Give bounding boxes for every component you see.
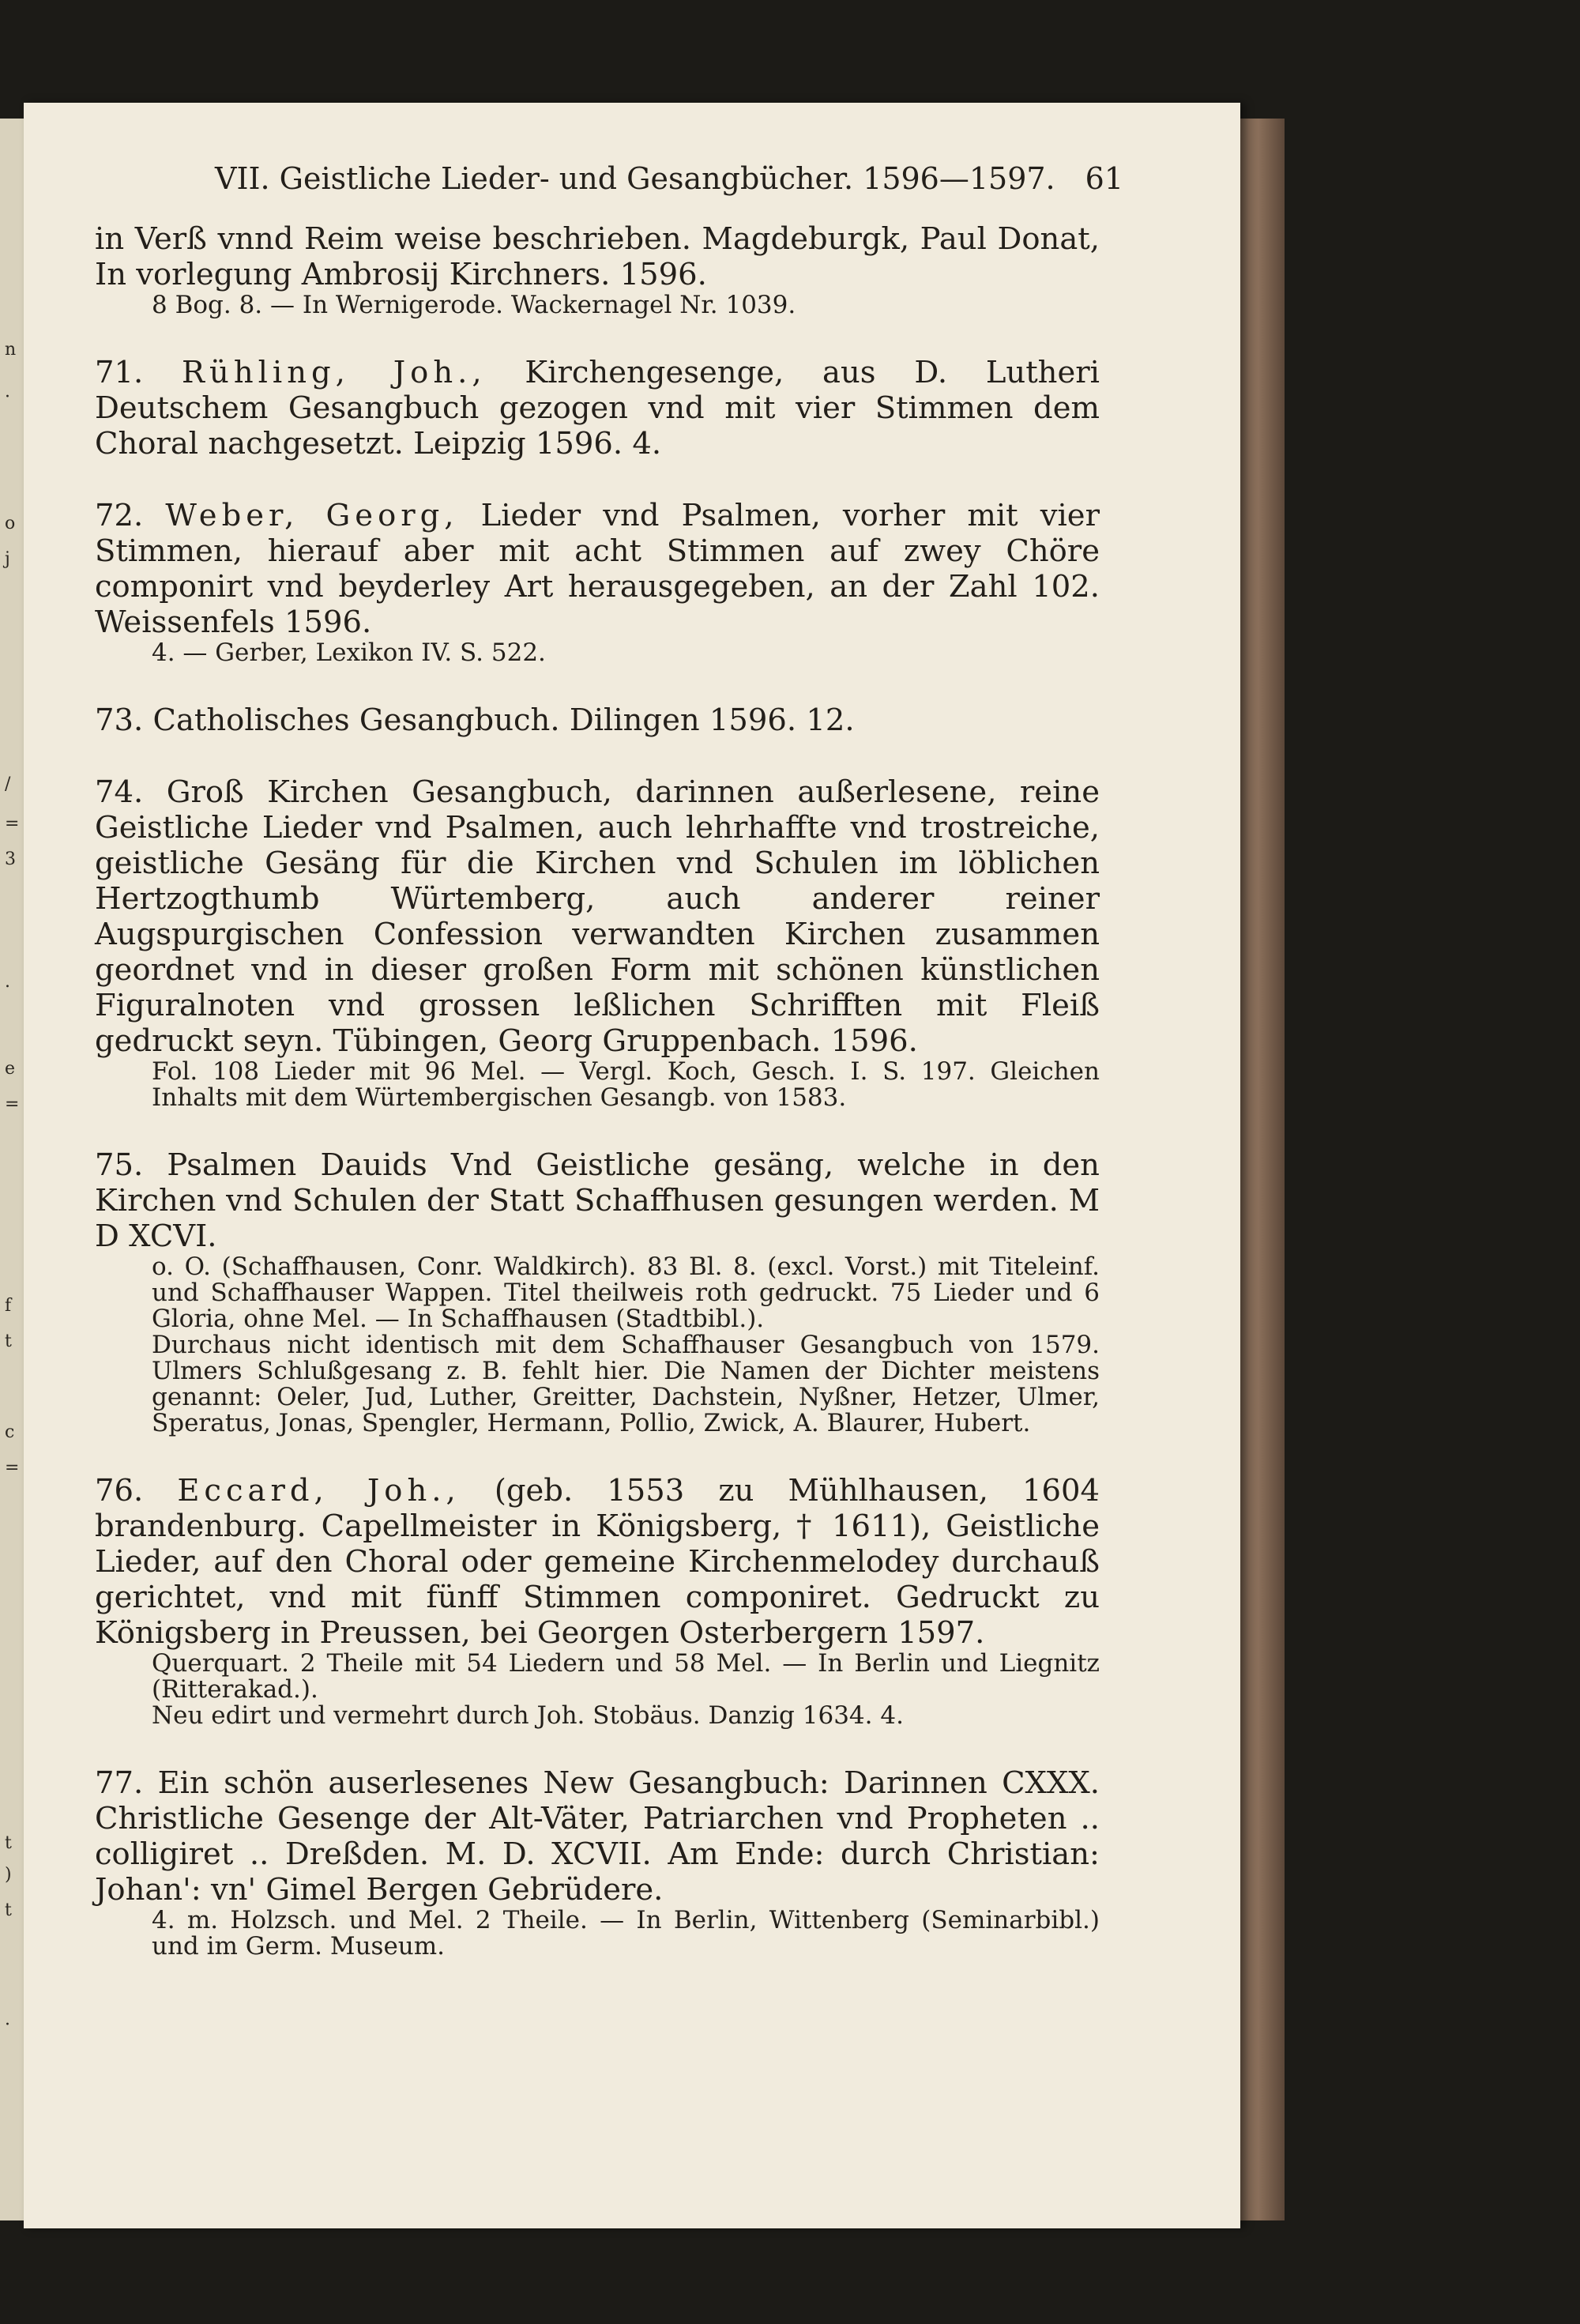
entry-body: (geb. 1553 zu Mühlhausen, 1604 brandenburg. Capellmeister in Königsberg, † 1611), Geistliche Lieder, auf den Choral oder gemeine Kirchenmelodey durchauß gerichtet, vnd mit fünff Stimmen componiret. Gedruckt zu Königsberg in Preussen, bei Georgen Osterbergern 1597. xyxy=(95,1473,1100,1651)
intro-continuation xyxy=(95,221,1100,318)
book-edge xyxy=(1237,119,1285,2220)
section-title: VII. Geistliche Lieder- und Gesangbücher. 1596—1597. xyxy=(215,161,1055,196)
entry-number: 74. xyxy=(95,774,144,810)
margin-mark: t xyxy=(5,1833,12,1853)
margin-mark: t xyxy=(5,1900,12,1920)
entry-text xyxy=(95,498,1100,640)
margin-mark: · xyxy=(5,387,10,407)
entry-author: Eccard, Joh., xyxy=(177,1473,461,1509)
entry-body: Psalmen Dauids Vnd Geistliche gesäng, welche in den Kirchen vnd Schulen der Statt Schaffhusen gesungen werden. M D XCVI. xyxy=(95,1147,1100,1254)
entry-text xyxy=(95,1147,1100,1254)
entry-74 xyxy=(95,774,1100,1111)
entry-number: 77. xyxy=(95,1765,144,1801)
margin-mark: t xyxy=(5,1331,12,1351)
entry-number: 75. xyxy=(95,1147,144,1183)
margin-mark: n xyxy=(5,340,17,360)
margin-mark: ) xyxy=(5,1865,12,1885)
entry-text xyxy=(95,774,1100,1059)
entry-number: 71. xyxy=(95,355,144,390)
margin-mark: f xyxy=(5,1296,12,1316)
margin-mark: 3 xyxy=(5,849,16,869)
entry-text xyxy=(95,702,1100,738)
running-header xyxy=(215,161,1123,196)
entry-number: 73. xyxy=(95,702,144,738)
entry-note: 4. m. Holzsch. und Mel. 2 Theile. — In Berlin, Wittenberg (Seminarbibl.) und im Germ. Museum. xyxy=(152,1906,1100,1961)
entry-72 xyxy=(95,498,1100,666)
margin-mark: c xyxy=(5,1422,15,1442)
entry-number: 72. xyxy=(95,498,144,533)
margin-mark: j xyxy=(5,549,10,569)
page-body xyxy=(95,221,1100,1960)
margin-mark: = xyxy=(5,1458,20,1478)
entry-76 xyxy=(95,1473,1100,1729)
page-number: 61 xyxy=(1085,161,1123,196)
entry-body: Groß Kirchen Gesangbuch, darinnen außerlesene, reine Geistliche Lieder vnd Psalmen, auch lehrhaffte vnd trostreiche, geistliche Gesäng für die Kirchen vnd Schulen im löblichen Hertzogthumb Würtemberg, auch anderer reiner Augspurgischen Confession verwandten Kirchen zusammen geordnet vnd in dieser großen Form mit schönen künstlichen Figuralnoten vnd grossen leßlichen Schrifften mit Fleiß gedruckt seyn. Tübingen, Georg Gruppenbach. 1596. xyxy=(95,774,1100,1059)
entry-body: Kirchengesenge, aus D. Lutheri Deutschem Gesangbuch gezogen vnd mit vier Stimmen dem Choral nachgesetzt. Leipzig 1596. 4. xyxy=(95,355,1100,461)
margin-mark: = xyxy=(5,814,20,834)
entry-75 xyxy=(95,1147,1100,1437)
margin-mark: . xyxy=(5,972,10,992)
entry-note: o. O. (Schaffhausen, Conr. Waldkirch). 83 Bl. 8. (excl. Vorst.) mit Titeleinf. und Schaffhauser Wappen. Titel theilweis roth gedruckt. 75 Lieder und 6 Gloria, ohne Mel. — In Schaffhausen (Stadtbibl.). xyxy=(152,1252,1100,1333)
entry-body: Catholisches Gesangbuch. Dilingen 1596. 12. xyxy=(152,702,855,738)
intro-text: in Verß vnnd Reim weise beschrieben. Magdeburgk, Paul Donat, In vorlegung Ambrosij Kirchners. 1596. xyxy=(95,221,1100,292)
margin-mark: e xyxy=(5,1059,16,1079)
entry-text xyxy=(95,1473,1100,1651)
entry-note: 4. — Gerber, Lexikon IV. S. 522. xyxy=(152,638,546,667)
entry-author: Weber, Georg, xyxy=(165,498,459,533)
entry-77 xyxy=(95,1765,1100,1960)
entry-note: Querquart. 2 Theile mit 54 Liedern und 58 Mel. — In Berlin und Liegnitz (Ritterakad.). xyxy=(152,1649,1100,1704)
entry-body: Lieder vnd Psalmen, vorher mit vier Stimmen, hierauf aber mit acht Stimmen auf zwey Chöre componirt vnd beyderley Art herausgegeben, an der Zahl 102. Weissenfels 1596. xyxy=(95,498,1100,640)
entry-note: Neu edirt und vermehrt durch Joh. Stobäus. Danzig 1634. 4. xyxy=(152,1701,904,1730)
entry-text xyxy=(95,1765,1100,1908)
entry-71 xyxy=(95,355,1100,461)
entry-number: 76. xyxy=(95,1473,144,1509)
entry-body: Ein schön auserlesenes New Gesangbuch: Darinnen CXXX. Christliche Gesenge der Alt-Väter, Patriarchen vnd Propheten .. colligiret .. Dreßden. M. D. XCVII. Am Ende: durch Christian: Johan': vn' Gimel Bergen Gebrüdere. xyxy=(95,1765,1100,1908)
margin-mark: o xyxy=(5,514,16,533)
margin-mark: = xyxy=(5,1094,20,1114)
margin-mark: / xyxy=(5,774,11,794)
entry-text xyxy=(95,355,1100,461)
entry-note: Durchaus nicht identisch mit dem Schaffhauser Gesangbuch von 1579. Ulmers Schlußgesang z. B. fehlt hier. Die Namen der Dichter meistens genannt: Oeler, Jud, Luther, Greitter, Dachstein, Nyßner, Hetzer, Ulmer, Speratus, Jonas, Spengler, Hermann, Pollio, Zwick, A. Blaurer, Hubert. xyxy=(152,1331,1100,1437)
entry-author: Rühling, Joh., xyxy=(182,355,487,390)
intro-note: 8 Bog. 8. — In Wernigerode. Wackernagel Nr. 1039. xyxy=(152,291,796,319)
margin-mark: · xyxy=(5,2015,10,2035)
entry-73 xyxy=(95,702,1100,738)
entry-note: Fol. 108 Lieder mit 96 Mel. — Vergl. Koch, Gesch. I. S. 197. Gleichen Inhalts mit dem Würtembergischen Gesangb. von 1583. xyxy=(152,1057,1100,1112)
